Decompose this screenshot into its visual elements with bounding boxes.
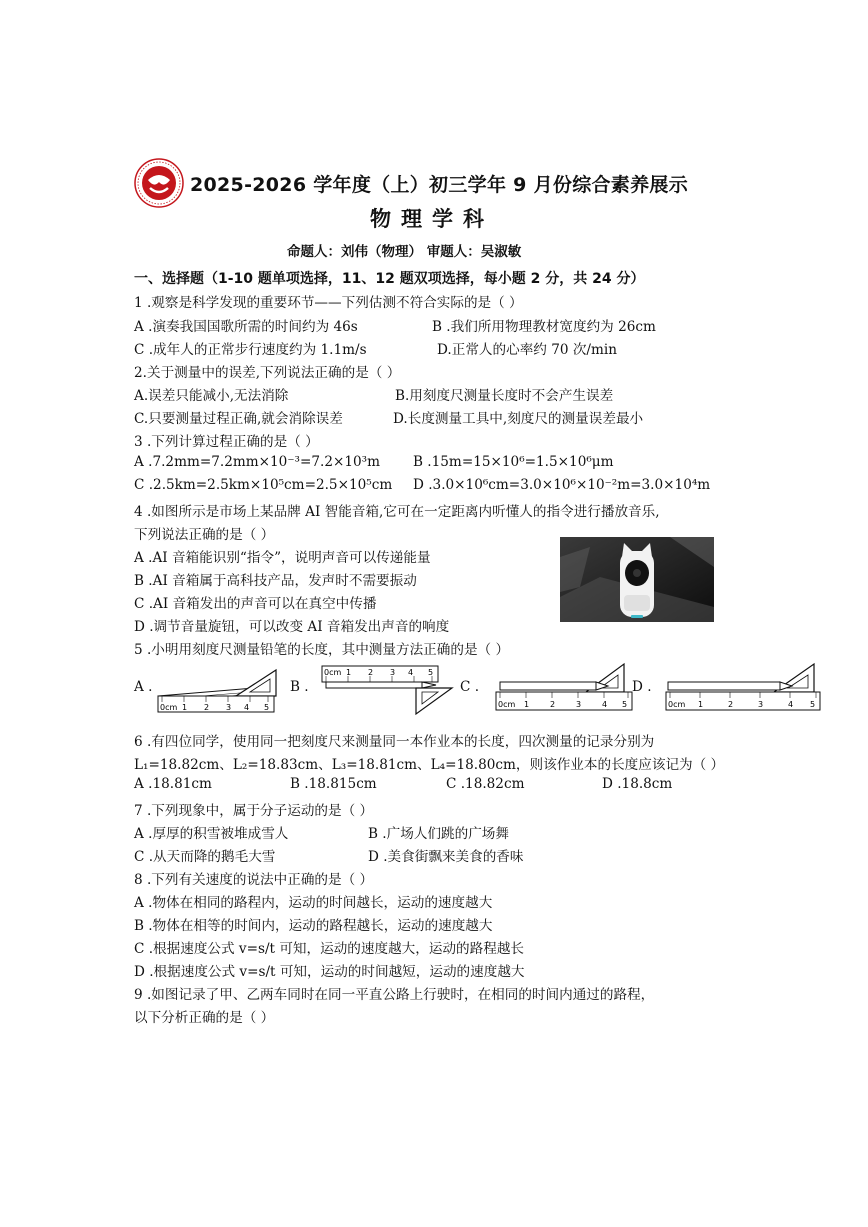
question-3-option-d: D .3.0×10⁶cm=3.0×10⁶×10⁻²m=3.0×10⁴m: [413, 477, 711, 493]
question-8-option-a: A .物体在相同的路程内，运动的时间越长，运动的速度越大: [134, 895, 493, 911]
ruler-d-tick-2: 2: [728, 700, 734, 709]
ruler-b-zero-label: 0cm: [324, 668, 342, 677]
question-4-option-d: D .调节音量旋钮，可以改变 AI 音箱发出声音的响度: [134, 619, 450, 635]
ruler-d-tick-3: 3: [758, 700, 764, 709]
ruler-d-zero-label: 0cm: [668, 700, 686, 709]
question-9-stem-line2: 以下分析正确的是（ ）: [134, 1010, 275, 1026]
question-2-stem: 2.关于测量中的误差,下列说法正确的是（ ）: [134, 365, 401, 381]
question-7-option-a: A .厚厚的积雪被堆成雪人: [134, 826, 289, 842]
question-1-stem: 1 .观察是科学发现的重要环节——下列估测不符合实际的是（ ）: [134, 295, 523, 311]
ruler-c-zero-label: 0cm: [498, 700, 516, 709]
question-5-option-a: A .: [134, 679, 153, 695]
ruler-c-tick-2: 2: [550, 700, 556, 709]
subject-title: 物理学科: [370, 207, 494, 231]
ruler-b-tick-4: 4: [408, 668, 414, 677]
question-7-option-d: D .美食街飘来美食的香味: [368, 849, 524, 865]
question-6-option-a: A .18.81cm: [134, 776, 212, 792]
section-heading: 一、选择题（1-10 题单项选择，11、12 题双项选择，每小题 2 分，共 24 分）: [134, 271, 645, 287]
question-2-option-c: C.只要测量过程正确,就会消除误差: [134, 411, 343, 427]
question-7-option-b: B .广场人们跳的广场舞: [368, 826, 509, 842]
ruler-diagram-d: [664, 662, 824, 720]
question-5-option-d: D .: [632, 679, 652, 695]
ruler-d-tick-5: 5: [810, 700, 816, 709]
question-3-option-c: C .2.5km=2.5km×10⁵cm=2.5×10⁵cm: [134, 477, 393, 493]
question-6-option-d: D .18.8cm: [602, 776, 673, 792]
ruler-diagram-b: [320, 662, 460, 722]
question-3-option-b: B .15m=15×10⁶=1.5×10⁶μm: [413, 454, 614, 470]
question-8-stem: 8 .下列有关速度的说法中正确的是（ ）: [134, 872, 374, 888]
question-1-option-d: D.正常人的心率约 70 次/min: [437, 342, 617, 358]
question-2-option-a: A.误差只能减小,无法消除: [134, 388, 289, 404]
question-4-option-c: C .AI 音箱发出的声音可以在真空中传播: [134, 596, 377, 612]
question-1-option-b: B .我们所用物理教材宽度约为 26cm: [432, 319, 656, 335]
ruler-c-tick-4: 4: [602, 700, 608, 709]
ruler-c-tick-5: 5: [622, 700, 628, 709]
exam-title: 2025-2026 学年度（上）初三学年 9 月份综合素养展示: [190, 174, 689, 196]
ruler-a-tick-2: 2: [204, 703, 210, 712]
school-logo-icon: [134, 158, 184, 208]
question-4-option-a: A .AI 音箱能识别“指令”，说明声音可以传递能量: [134, 550, 431, 566]
ruler-d-tick-4: 4: [788, 700, 794, 709]
ruler-a-tick-3: 3: [226, 703, 232, 712]
question-1-option-a: A .演奏我国国歌所需的时间约为 46s: [134, 319, 358, 335]
question-8-option-d: D .根据速度公式 v=s/t 可知，运动的时间越短，运动的速度越大: [134, 964, 525, 980]
ruler-a-tick-5: 5: [264, 703, 270, 712]
ai-speaker-photo: [560, 537, 714, 622]
question-8-option-b: B .物体在相等的时间内，运动的路程越长，运动的速度越大: [134, 918, 493, 934]
question-6-stem-line2: L₁=18.82cm、L₂=18.83cm、L₃=18.81cm、L₄=18.80cm，则该作业本的长度应该记为（ ）: [134, 757, 725, 773]
ruler-c-tick-1: 1: [524, 700, 530, 709]
question-6-option-c: C .18.82cm: [446, 776, 525, 792]
question-4-stem-line1: 4 .如图所示是市场上某品牌 AI 智能音箱,它可在一定距离内听懂人的指令进行播放音乐,: [134, 504, 660, 520]
question-7-option-c: C .从天而降的鹅毛大雪: [134, 849, 276, 865]
ruler-diagram-c: [494, 662, 634, 720]
ruler-b-tick-1: 1: [346, 668, 352, 677]
question-7-stem: 7 .下列现象中，属于分子运动的是（ ）: [134, 803, 374, 819]
question-2-option-b: B.用刻度尺测量长度时不会产生误差: [395, 388, 614, 404]
question-5-stem: 5 .小明用刻度尺测量铅笔的长度，其中测量方法正确的是（ ）: [134, 642, 510, 658]
ruler-b-tick-2: 2: [368, 668, 374, 677]
ruler-d-tick-1: 1: [698, 700, 704, 709]
question-5-option-c: C .: [460, 679, 480, 695]
question-4-option-b: B .AI 音箱属于高科技产品，发声时不需要振动: [134, 573, 417, 589]
ruler-c-tick-3: 3: [576, 700, 582, 709]
question-6-stem-line1: 6 .有四位同学，使用同一把刻度尺来测量同一本作业本的长度，四次测量的记录分别为: [134, 734, 655, 750]
question-4-stem-line2: 下列说法正确的是（ ）: [134, 527, 275, 543]
ruler-a-zero-label: 0cm: [160, 703, 178, 712]
question-3-stem: 3 .下列计算过程正确的是（ ）: [134, 434, 319, 450]
ruler-a-tick-1: 1: [182, 703, 188, 712]
ruler-b-tick-5: 5: [428, 668, 434, 677]
authors-line: 命题人：刘伟（物理） 审题人：吴淑敏: [287, 244, 522, 260]
question-6-option-b: B .18.815cm: [290, 776, 377, 792]
question-8-option-c: C .根据速度公式 v=s/t 可知，运动的速度越大，运动的路程越长: [134, 941, 525, 957]
question-2-option-d: D.长度测量工具中,刻度尺的测量误差最小: [393, 411, 644, 427]
question-1-option-c: C .成年人的正常步行速度约为 1.1m/s: [134, 342, 367, 358]
question-5-option-b: B .: [290, 679, 309, 695]
ruler-a-tick-4: 4: [244, 703, 250, 712]
ruler-b-tick-3: 3: [390, 668, 396, 677]
ruler-diagram-a: [156, 666, 286, 718]
question-9-stem-line1: 9 .如图记录了甲、乙两车同时在同一平直公路上行驶时，在相同的时间内通过的路程，: [134, 987, 655, 1003]
question-3-option-a: A .7.2mm=7.2mm×10⁻³=7.2×10³m: [134, 454, 380, 470]
